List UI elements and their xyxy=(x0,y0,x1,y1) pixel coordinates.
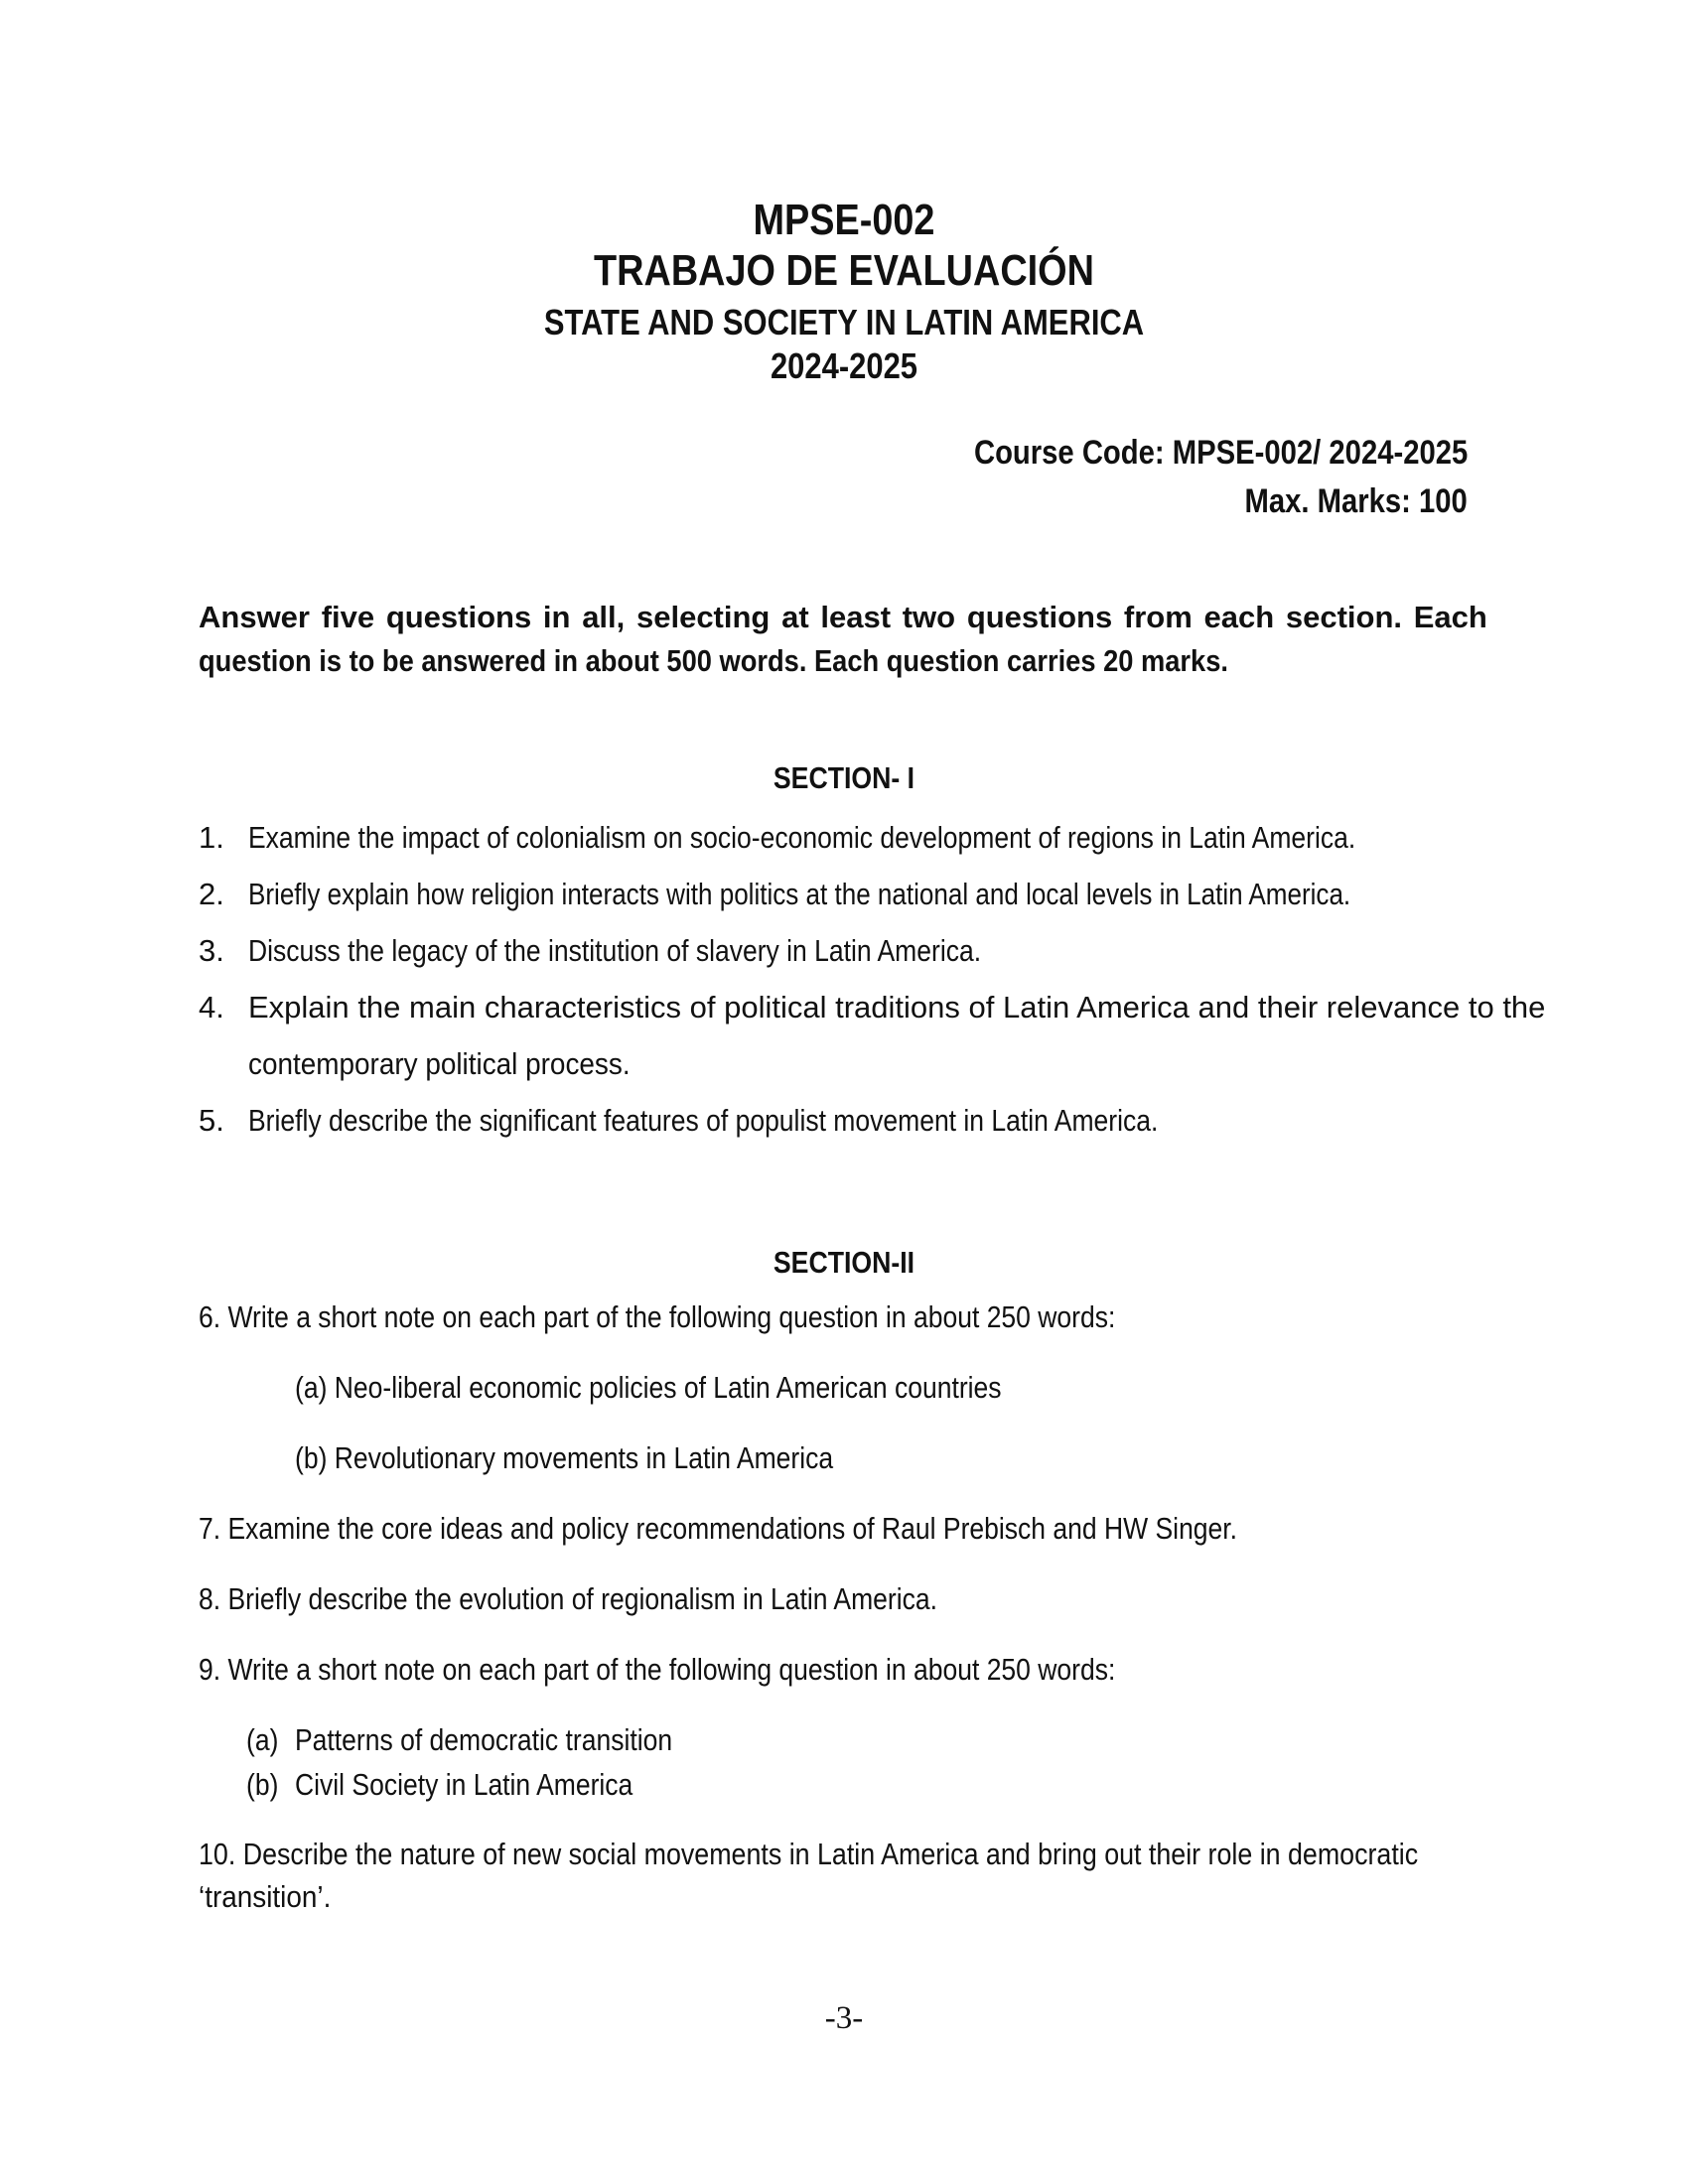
instructions-line-1: Answer five questions in all, selecting at least two questions from each section. Each xyxy=(199,600,1487,634)
question-9b-label: (b) xyxy=(246,1767,279,1802)
question-9: 9. Write a short note on each part of the following question in about 250 words: xyxy=(199,1652,1116,1687)
question-9a: Patterns of democratic transition xyxy=(295,1722,673,1757)
assignment-title: TRABAJO DE EVALUACIÓN xyxy=(594,246,1094,295)
question-9a-label: (a) xyxy=(246,1722,279,1757)
question-6b: (b) Revolutionary movements in Latin America xyxy=(295,1440,834,1475)
course-code-title: MPSE-002 xyxy=(753,196,935,244)
course-code-line: Course Code: MPSE-002/ 2024-2025 xyxy=(973,434,1468,472)
page-number: -3- xyxy=(824,2000,864,2036)
max-marks-line: Max. Marks: 100 xyxy=(1244,482,1468,520)
instructions xyxy=(199,596,1487,683)
question-6: 6. Write a short note on each part of the following question in about 250 words: xyxy=(199,1299,1116,1334)
section-2-heading: SECTION-II xyxy=(773,1245,915,1280)
question-9b: Civil Society in Latin America xyxy=(295,1767,633,1802)
question-10-continued: ‘transition’. xyxy=(199,1879,332,1914)
document-page: MPSE-002 TRABAJO DE EVALUACIÓN STATE AND SOCIETY IN LATIN AMERICA 2024-2025 Course Code: MPSE-002/ 2024-2025 Max. Marks: 100 Answer five questions in all, selecting at least two questions from each section. Each question is to be answered in about 500 words. Each question carries 20 marks. SECTION- I 1. Examine the impact of colonialism on socio-economic development of regions in Latin America. 2. Briefly explain how religion interacts with politics at the national and local levels in Latin America. 3. Discuss the legacy of the institution of slavery in Latin America. 4. Explain the main characteristics of political traditions of Latin America and their relevance to the contemporary political process. 5. Briefly describe the significant features of populist movement in Latin America. SECTION-II 6. Write a short note on each part of the following question in about 250 words: (a) Neo-liberal economic policies of Latin American countries (b) Revolutionary movements in Latin America 7. Examine the core ideas and policy recommendations of Raul Prebisch and HW Singer. 8. Briefly describe the evolution of regionalism in Latin America. 9. Write a short note on each part of the following question in about 250 words: (a) Patterns of democratic transition (b) Civil Society in Latin America 10. Describe the nature of new social movements in Latin America and bring out their role in democratic ‘transition’. -3- xyxy=(0,0,1688,2184)
course-name: STATE AND SOCIETY IN LATIN AMERICA xyxy=(543,302,1145,342)
question-10: 10. Describe the nature of new social movements in Latin America and bring out their role in democratic xyxy=(199,1837,1419,1871)
question-8: 8. Briefly describe the evolution of regionalism in Latin America. xyxy=(199,1581,937,1616)
session-year: 2024-2025 xyxy=(770,345,918,386)
section-1-heading: SECTION- I xyxy=(773,760,915,795)
question-7: 7. Examine the core ideas and policy recommendations of Raul Prebisch and HW Singer. xyxy=(199,1511,1238,1546)
instructions-line-2: question is to be answered in about 500 words. Each question carries 20 marks. xyxy=(199,643,1228,678)
question-6a: (a) Neo-liberal economic policies of Latin American countries xyxy=(295,1370,1002,1405)
